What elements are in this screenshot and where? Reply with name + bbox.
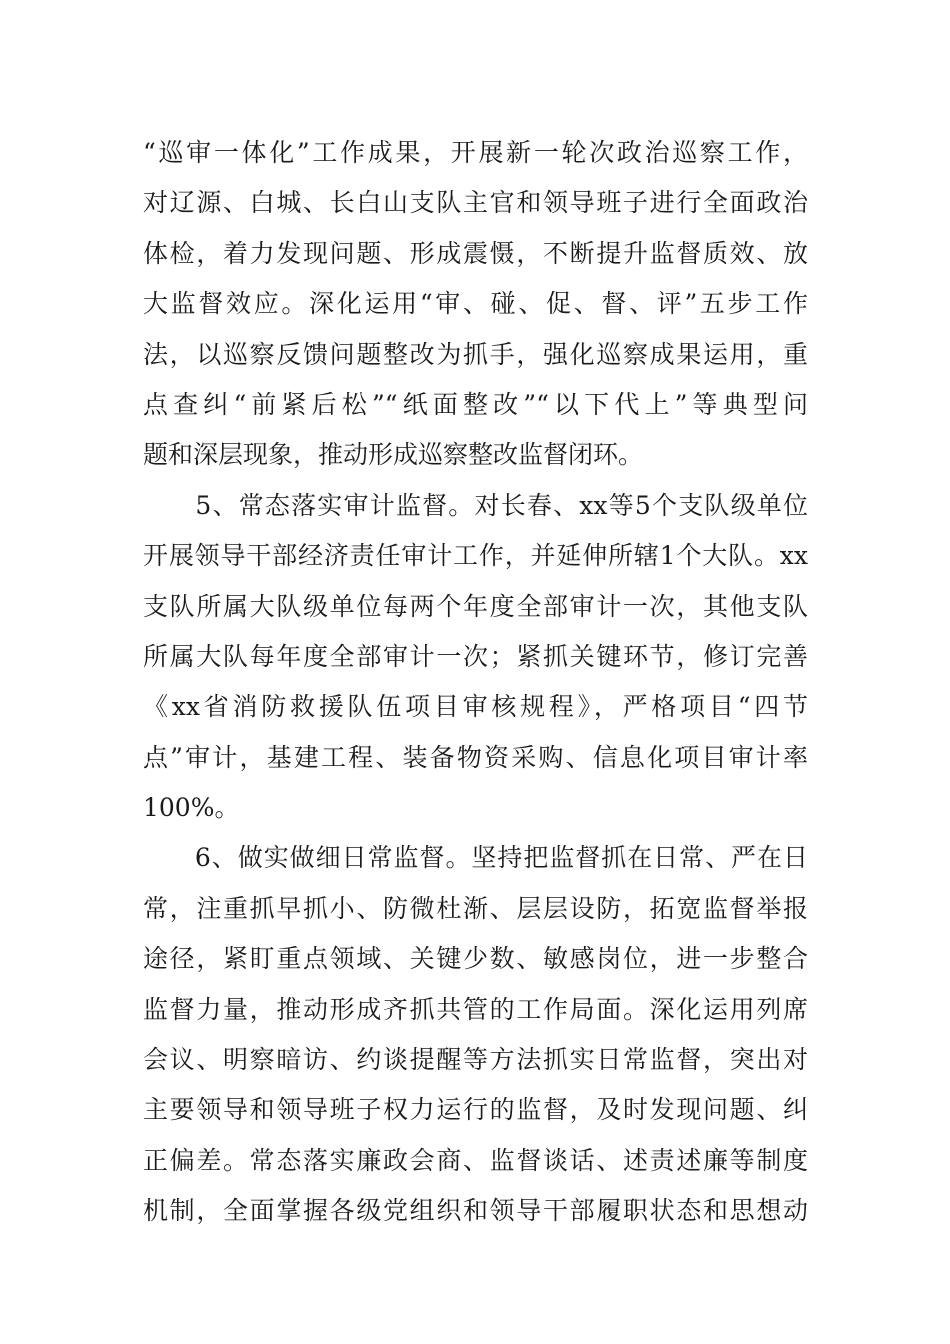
paragraph-5-heading-line: 5、常态落实审计监督。对长春、xx等5个支队级单位 xyxy=(143,490,808,520)
text-line: 正偏差。常态落实廉政会商、监督谈话、述责述廉等制度 xyxy=(143,1145,808,1175)
text-line: 支队所属大队级单位每两个年度全部审计一次，其他支队 xyxy=(143,591,808,621)
text-line: 《xx省消防救援队伍项目审核规程》，严格项目“四节 xyxy=(143,692,808,722)
text-line: 点”审计，基建工程、装备物资采购、信息化项目审计率 xyxy=(143,742,808,772)
text-line: 所属大队每年度全部审计一次；紧抓关键环节，修订完善 xyxy=(143,641,808,671)
text-line: 大监督效应。深化运用“审、碰、促、督、评”五步工作 xyxy=(143,289,808,319)
text-line: 点查纠“前紧后松”“纸面整改”“以下代上”等典型问 xyxy=(143,389,808,419)
text-line: 监督力量，推动形成齐抓共管的工作局面。深化运用列席 xyxy=(143,994,808,1024)
text-line: 法，以巡察反馈问题整改为抓手，强化巡察成果运用，重 xyxy=(143,339,808,369)
text-line: 机制，全面掌握各级党组织和领导干部履职状态和思想动 xyxy=(143,1196,808,1226)
text-line: 开展领导干部经济责任审计工作，并延伸所辖1个大队。xx xyxy=(143,541,808,571)
text-line: 体检，着力发现问题、形成震慑，不断提升监督质效、放 xyxy=(143,238,808,268)
text-line: 常，注重抓早抓小、防微杜渐、层层设防，拓宽监督举报 xyxy=(143,893,808,923)
document-body xyxy=(143,128,808,1237)
text-line: 会议、明察暗访、约谈提醒等方法抓实日常监督，突出对 xyxy=(143,1045,808,1075)
text-line: 对辽源、白城、长白山支队主官和领导班子进行全面政治 xyxy=(143,188,808,218)
text-line: “巡审一体化”工作成果，开展新一轮次政治巡察工作， xyxy=(143,138,808,167)
text-line: 主要领导和领导班子权力运行的监督，及时发现问题、纠 xyxy=(143,1095,808,1125)
paragraph-6-heading-line: 6、做实做细日常监督。坚持把监督抓在日常、严在日 xyxy=(143,843,808,873)
text-line: 题和深层现象，推动形成巡察整改监督闭环。 xyxy=(143,440,644,470)
text-line: 100%。 xyxy=(143,793,240,823)
text-line: 途径，紧盯重点领域、关键少数、敏感岗位，进一步整合 xyxy=(143,944,808,974)
